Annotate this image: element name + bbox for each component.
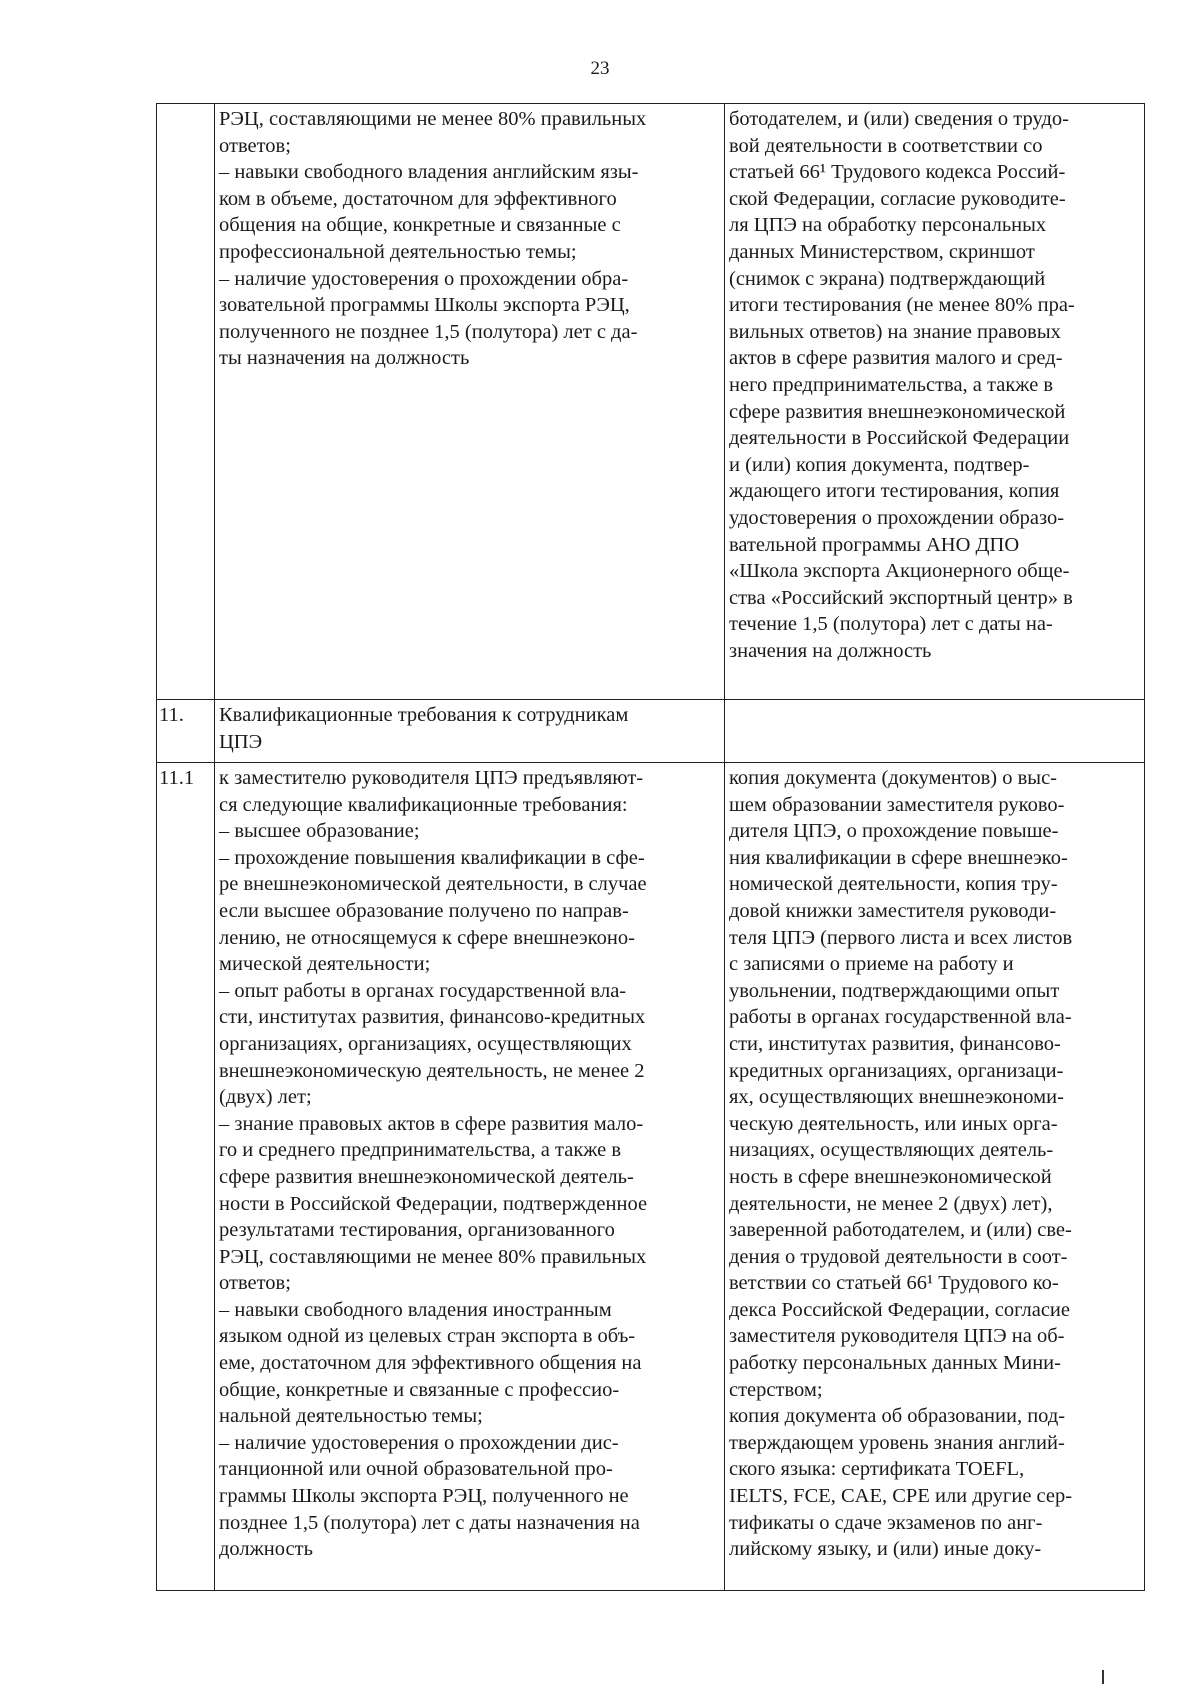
- table-row: [157, 104, 1145, 700]
- row-number-cell: [157, 104, 215, 700]
- table-row: [157, 763, 1145, 1591]
- row-number-cell: 11.: [157, 700, 215, 763]
- row-number-cell: 11.1: [157, 763, 215, 1591]
- requirements-cell: РЭЦ, составляющими не менее 80% правильных ответов; – навыки свободного владения английским язы- ком в объеме, достаточном для эффективного общения на общие, конкретные и связанные с профессиональной деятельностью темы; – наличие удостоверения о прохождении обра- зовательной программы Школы экспорта РЭЦ, полученного не позднее 1,5 (полутора) лет с да- ты назначения на должность: [215, 104, 725, 700]
- page-number: 23: [590, 58, 610, 79]
- documents-cell: копия документа (документов) о выс- шем образовании заместителя руково- дителя ЦПЭ, о прохождение повыше- ния квалификации в сфере внешнеэко- номической деятельности, копия тру- довой книжки заместителя руководи- теля ЦПЭ (первого листа и всех листов с записями о приеме на работу и увольнении, подтверждающими опыт работы в органах государственной вла- сти, институтах развития, финансово- кредитных организациях, организаци- ях, осуществляющих внешнеэкономи- ческую деятельность, или иных орга- низациях, осуществляющих деятель- ность в сфере внешнеэкономической деятельности, не менее 2 (двух) лет), заверенной работодателем, и (или) све- дения о трудовой деятельности в соот- ветствии со статьей 66¹ Трудового ко- декса Российской Федерации, согласие заместителя руководителя ЦПЭ на об- работку персональных данных Мини- стерством; копия документа об образовании, под- тверждающем уровень знания англий- ского языка: сертификата TOEFL, IELTS, FCE, CAE, CPE или другие сер- тификаты о сдаче экзаменов по анг- лийскому языку, и (или) иные доку-: [725, 763, 1145, 1591]
- requirements-cell: к заместителю руководителя ЦПЭ предъявляют- ся следующие квалификационные требования: – высшее образование; – прохождение повышения квалификации в сфе- ре внешнеэкономической деятельности, в случае если высшее образование получено по направ- лению, не относящемуся к сфере внешнеэконо- мической деятельности; – опыт работы в органах государственной вла- сти, институтах развития, финансово-кредитных организациях, организациях, осуществляющих внешнеэкономическую деятельность, не менее 2 (двух) лет; – знание правовых актов в сфере развития мало- го и среднего предпринимательства, а также в сфере развития внешнеэкономической деятель- ности в Российской Федерации, подтвержденное результатами тестирования, организованного РЭЦ, составляющими не менее 80% правильных ответов; – навыки свободного владения иностранным языком одной из целевых стран экспорта в объ- еме, достаточном для эффективного общения на общие, конкретные и связанные с профессио- нальной деятельностью темы; – наличие удостоверения о прохождении дис- танционной или очной образовательной про- граммы Школы экспорта РЭЦ, полученного не позднее 1,5 (полутора) лет с даты назначения на должность: [215, 763, 725, 1591]
- requirements-cell: Квалификационные требования к сотрудникам ЦПЭ: [215, 700, 725, 763]
- documents-cell: ботодателем, и (или) сведения о трудо- вой деятельности в соответствии со статьей 66¹ Трудового кодекса Россий- ской Федерации, согласие руководите- ля ЦПЭ на обработку персональных данных Министерством, скриншот (снимок с экрана) подтверждающий итоги тестирования (не менее 80% пра- вильных ответов) на знание правовых актов в сфере развития малого и сред- него предпринимательства, а также в сфере развития внешнеэкономической деятельности в Российской Федерации и (или) копия документа, подтвер- ждающего итоги тестирования, копия удостоверения о прохождении образо- вательной программы АНО ДПО «Школа экспорта Акционерного обще- ства «Российский экспортный центр» в течение 1,5 (полутора) лет с даты на- значения на должность: [725, 104, 1145, 700]
- requirements-table: [156, 103, 1145, 1591]
- documents-cell: [725, 700, 1145, 763]
- table-row: [157, 700, 1145, 763]
- scan-mark: [1102, 1670, 1104, 1684]
